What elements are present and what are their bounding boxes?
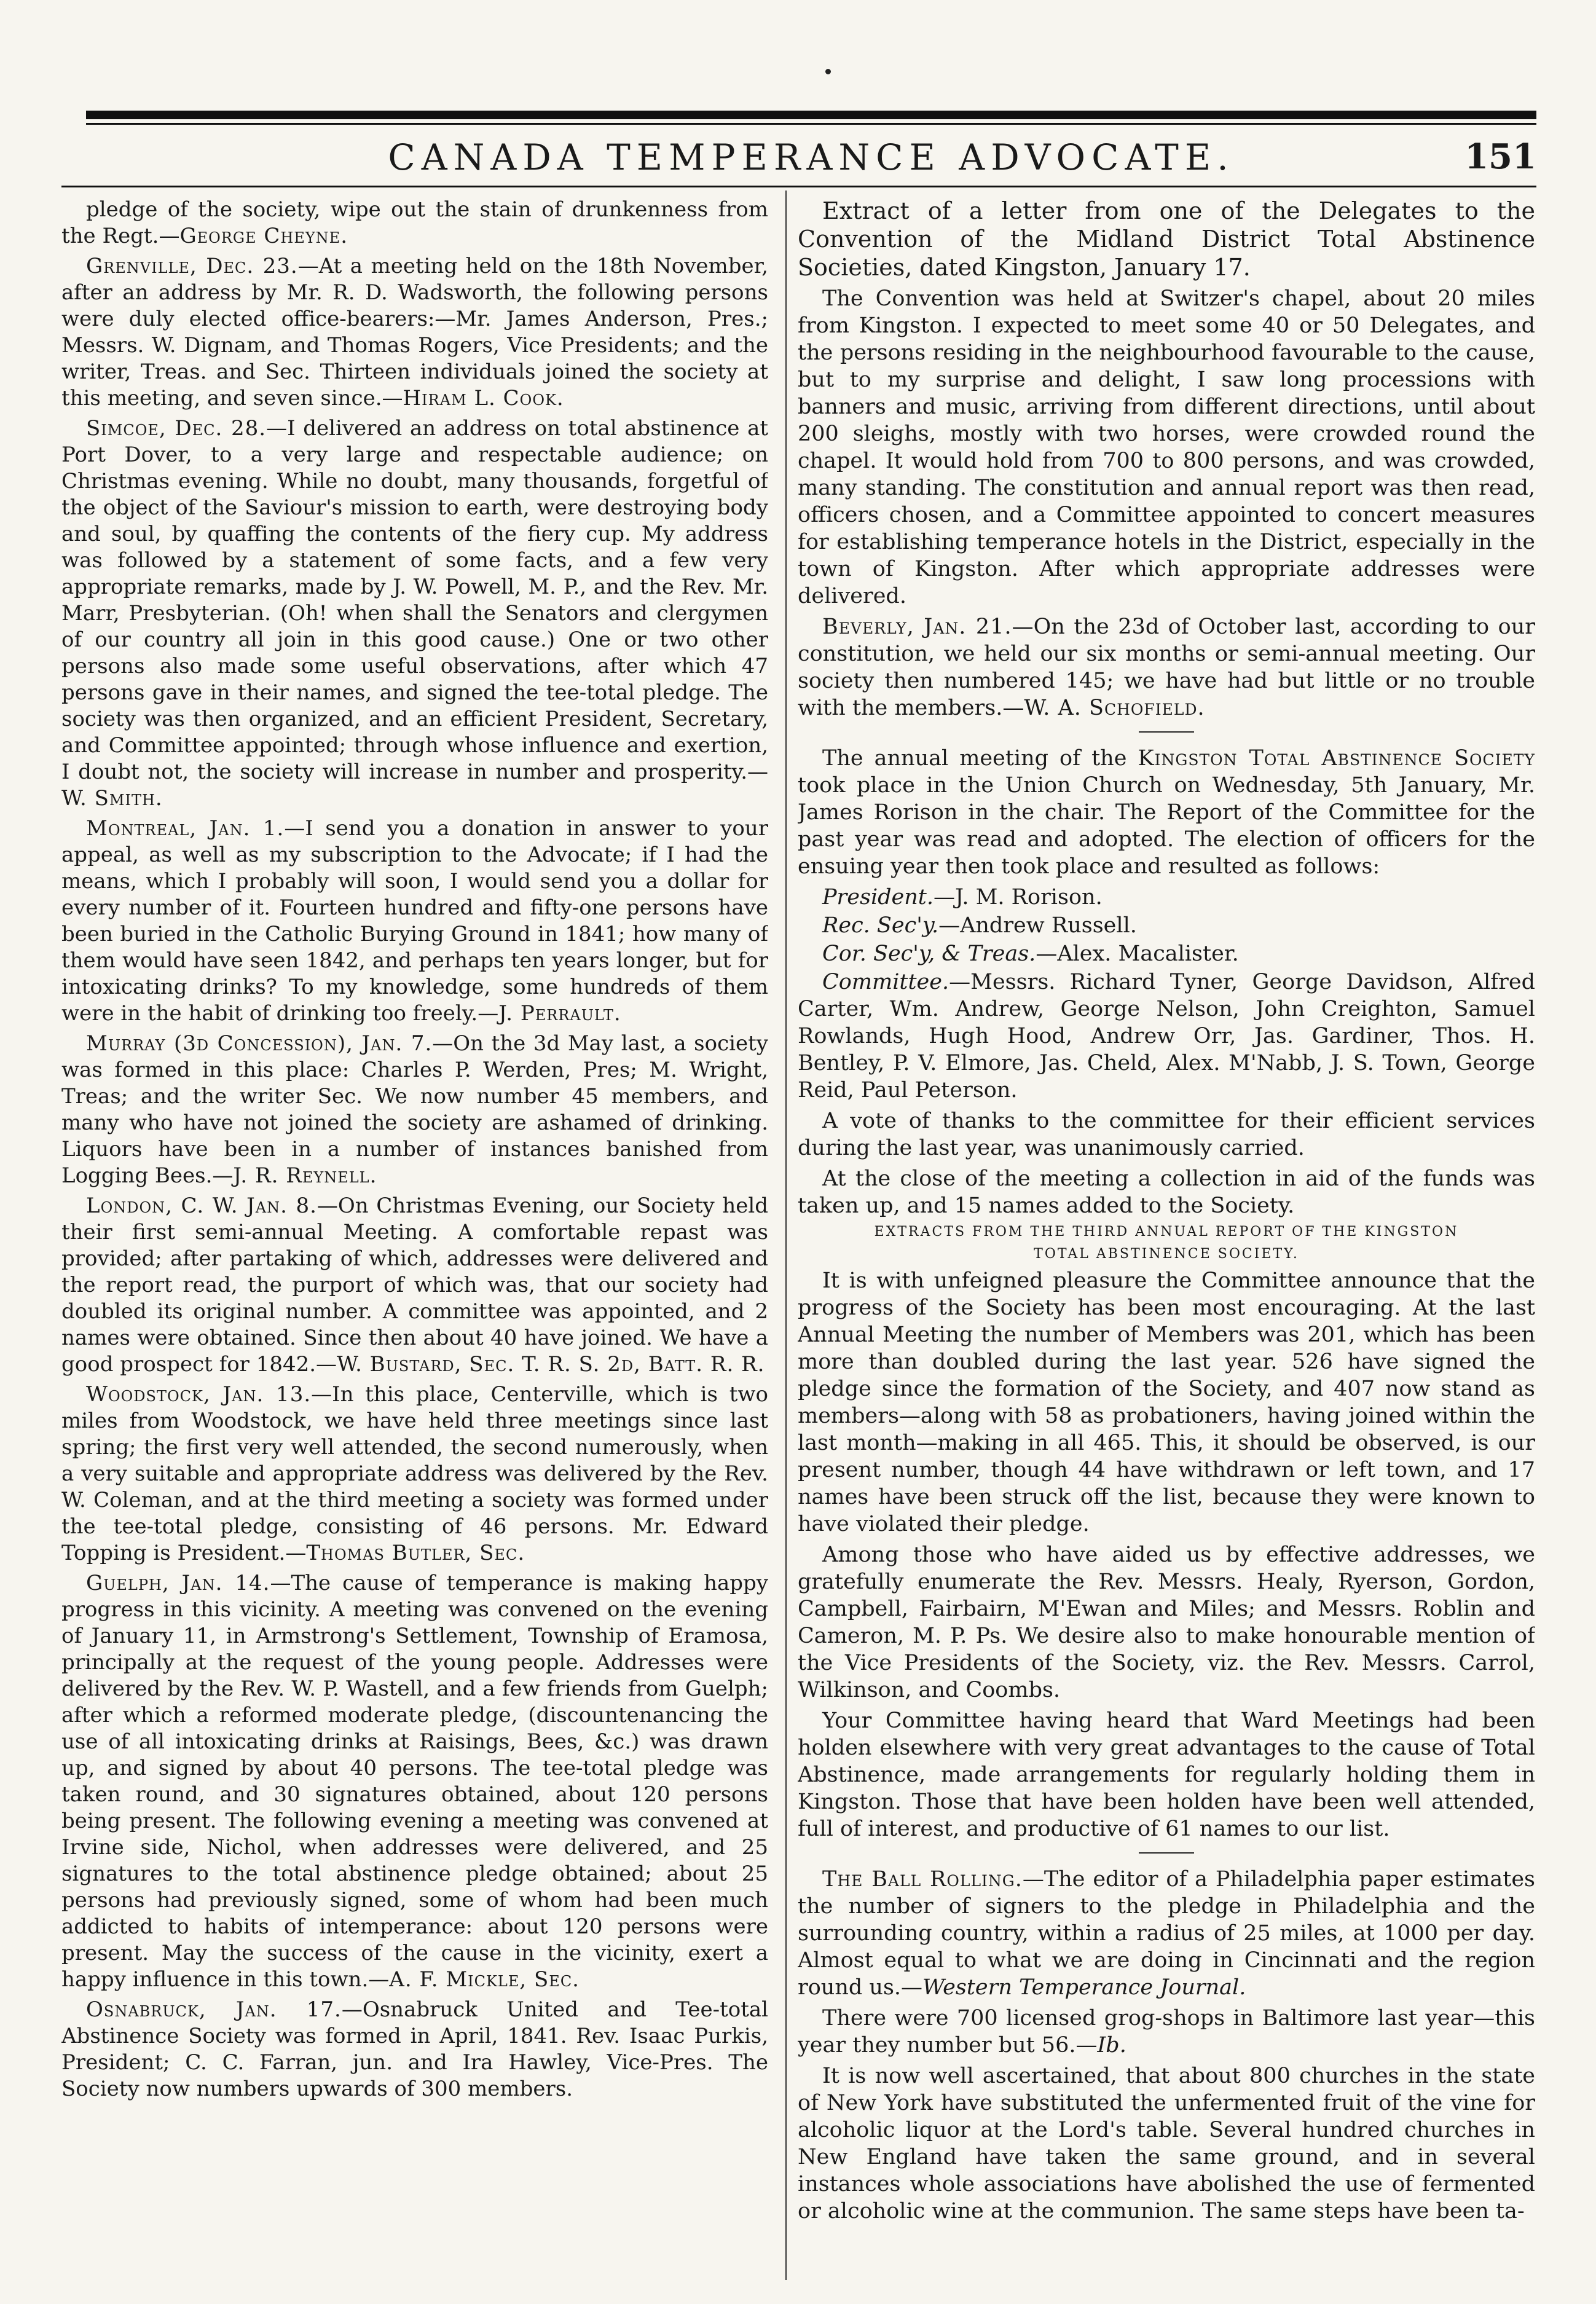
- report-montreal: Montreal, Jan. 1.—I send you a donation in answer to your appeal, as well as my subscription to the Advocate; if I had the means, which I probably will soon, I would send you a dollar for every number of it. Fourteen hundred and fifty-one persons have been buried in the Catholic Burying Ground in 1841; how many of them would have seen 1842, and perhaps ten years longer, but for intoxicating drinks? To my knowledge, some hundreds of them were in the habit of drinking too freely.—J. Perrault.: [61, 816, 768, 1026]
- report-cheyne: pledge of the society, wipe out the stain of drunkenness from the Regt.—George Cheyne.: [61, 197, 768, 248]
- officer-rec-sec: Rec. Sec'y.—Andrew Russell.: [822, 913, 1137, 938]
- report-ward-meetings: Your Committee having heard that Ward Meetings had been holden elsewhere with very great advantages to the cause of Total Abstinence, made arrangements for regularly holding them in Kingston. Those that have been holden have been well attended, full of interest, and productive of 61 names to our list.: [798, 1708, 1535, 1841]
- header-bottom-rule: [61, 186, 1536, 187]
- report-simcoe: Simcoe, Dec. 28.—I delivered an address on total abstinence at Port Dover, to a very large and respectable audience; on Christmas evening. While no doubt, many thousands, forgetful of the object of the Saviour's mission to earth, were destroying body and soul, by quaffing the contents of the fiery cup. My address was followed by a statement of some facts, and a few very appropriate remarks, made by J. W. Powell, M. P., and the Rev. Mr. Marr, Presbyterian. (Oh! when shall the Senators and clergymen of our country all join in this good cause.) One or two other persons also made some useful observations, after which 47 persons gave in their names, and signed the tee-total pledge. The society was then organized, and an efficient President, Secretary, and Committee appointed; through whose influence and exertion, I doubt not, the society will increase in number and prosperity.—W. Smith.: [61, 416, 768, 811]
- kingston-annual-meeting: The annual meeting of the Kingston Total Abstinence Society took place in the Union Church on Wednesday, 5th January, Mr. James Rorison in the chair. The Report of the Committee for the past year was read and adopted. The election of officers for the ensuing year then took place and resulted as follows:: [798, 746, 1535, 879]
- extracts-heading-2: TOTAL ABSTINENCE SOCIETY.: [1034, 1246, 1299, 1262]
- report-beverly: Beverly, Jan. 21.—On the 23d of October last, according to our constitution, we held our six months or semi-annual meeting. Our society then numbered 145; we have had but little or no trouble with the members.—W. A. Schofield.: [798, 615, 1535, 720]
- churches-wine: It is now well ascertained, that about 800 churches in the state of New York have substituted the unfermented fruit of the vine for alcoholic liquor at the Lord's table. Several hundred churches in New England have taken the same ground, and in several instances whole associations have abolished the use of fermented or alcoholic wine at the communion. The same steps have been ta-: [798, 2064, 1535, 2223]
- officer-cor-sec: Cor. Sec'y, & Treas.—Alex. Macalister.: [822, 942, 1239, 966]
- report-osnabruck: Osnabruck, Jan. 17.—Osnabruck United and Tee-total Abstinence Society was formed in April, 1841. Rev. Isaac Purkis, President; C. C. Farran, jun. and Ira Hawley, Vice-Pres. The Society now numbers upwards of 300 members.: [61, 1997, 768, 2101]
- section-rule: [1139, 731, 1194, 733]
- vote-of-thanks: A vote of thanks to the committee for their efficient services during the last year, was unanimously carried.: [798, 1109, 1535, 1160]
- report-murray: Murray (3d Concession), Jan. 7.—On the 3d May last, a society was formed in this place: Charles P. Werden, Pres; M. Wright, Treas; and the writer Sec. We now number 45 members, and many who have not joined the society are ashamed of drinking. Liquors have been in a number of instances banished from Logging Bees.—J. R. Reynell.: [61, 1031, 768, 1188]
- page-header: [86, 129, 1536, 184]
- report-progress: It is with unfeigned pleasure the Committee announce that the progress of the Society has been most encouraging. At the last Annual Meeting the number of Members was 201, which has been more than doubled during the last year. 526 have signed the pledge since the formation of the Society, and 407 now stand as members—along with 58 as probationers, having joined within the last month—making in all 465. This, it should be observed, is our present number, though 44 have withdrawn or left town, and 17 names have been struck off the list, because they were known to have violated their pledge.: [798, 1268, 1535, 1536]
- page-title: CANADA TEMPERANCE ADVOCATE.: [388, 136, 1235, 178]
- committee-list: Committee.—Messrs. Richard Tyner, George Davidson, Alfred Carter, Wm. Andrew, George Nelson, John Creighton, Samuel Rowlands, Hugh Hood, Andrew Orr, Jas. Gardiner, Thos. H. Bentley, P. V. Elmore, Jas. Cheld, Alex. M'Nabb, J. S. Town, George Reid, Paul Peterson.: [798, 970, 1535, 1103]
- left-column: [61, 197, 768, 2286]
- right-column: [798, 197, 1535, 2286]
- ball-rolling: The Ball Rolling.—The editor of a Philadelphia paper estimates the number of signers to the pledge in Philadelphia and the surrounding country, within a radius of 25 miles, at 1000 per day. Almost equal to what we are doing in Cincinnati and the region round us.—Western Temperance Journal.: [798, 1867, 1535, 2000]
- section-rule-2: [1139, 1852, 1194, 1854]
- extracts-heading-1: EXTRACTS FROM THE THIRD ANNUAL REPORT OF THE KINGSTON: [874, 1224, 1459, 1240]
- report-london: London, C. W. Jan. 8.—On Christmas Evening, our Society held their first semi-annual Meeting. A comfortable repast was provided; after partaking of which, addresses were delivered and the report read, the purport of which was, that our society had doubled its original number. A committee was appointed, and 2 names were obtained. Since then about 40 have joined. We have a good prospect for 1842.—W. Bustard, Sec. T. R. S. 2d, Batt. R. R.: [61, 1193, 768, 1377]
- print-speck: [825, 69, 831, 74]
- extract-intro: Extract of a letter from one of the Delegates to the Convention of the Midland District Total Abstinence Societies, dated Kingston, January 17.: [798, 197, 1535, 281]
- report-woodstock: Woodstock, Jan. 13.—In this place, Centerville, which is two miles from Woodstock, we have held three meetings since last spring; the first very well attended, the second numerously, when a very suitable and appropriate address was delivered by the Rev. W. Coleman, and at the third meeting a society was formed under the tee-total pledge, consisting of 46 persons. Mr. Edward Topping is President.—Thomas Butler, Sec.: [61, 1382, 768, 1565]
- header-thick-rule: [86, 111, 1536, 119]
- officer-president: President.—J. M. Rorison.: [822, 885, 1103, 910]
- report-grenville: Grenville, Dec. 23.—At a meeting held on the 18th November, after an address by Mr. R. D. Wadsworth, the following persons were duly elected office-bearers:—Mr. James Anderson, Pres.; Messrs. W. Dignam, and Thomas Rogers, Vice Presidents; and the writer, Treas. and Sec. Thirteen individuals joined the society at this meeting, and seven since.—Hiram L. Cook.: [61, 254, 768, 411]
- collection-note: At the close of the meeting a collection in aid of the funds was taken up, and 15 names added to the Society.: [798, 1166, 1535, 1218]
- header-thin-rule: [86, 123, 1536, 125]
- grog-shops: There were 700 licensed grog-shops in Baltimore last year—this year they number but 56.—Ib.: [798, 2006, 1535, 2058]
- convention-report: The Convention was held at Switzer's chapel, about 20 miles from Kingston. I expected to meet some 40 or 50 Delegates, and the persons residing in the neighbourhood favourable to the cause, but to my surprise and delight, I saw long processions with banners and music, arriving from different directions, until about 200 sleighs, mostly with two horses, were crowded round the chapel. It would hold from 700 to 800 persons, and was crowded, many standing. The constitution and annual report was then read, officers chosen, and a Committee appointed to concert measures for establishing temperance hotels in the District, especially in the town of Kingston. After which appropriate addresses were delivered.: [798, 286, 1535, 608]
- column-divider: [785, 191, 787, 2280]
- report-guelph: Guelph, Jan. 14.—The cause of temperance is making happy progress in this vicinity. A meeting was convened on the evening of January 11, in Armstrong's Settlement, Township of Eramosa, principally at the request of the young people. Addresses were delivered by the Rev. W. P. Wastell, and a few friends from Guelph; after which a reformed moderate pledge, (discountenancing the use of all intoxicating drinks at Raisings, Bees, &c.) was drawn up, and signed by about 40 persons. The tee-total pledge was taken round, and 30 signatures obtained, about 120 persons being present. The following evening a meeting was convened at Irvine side, Nichol, when addresses were delivered, and 25 signatures to the total abstinence pledge obtained; about 25 persons had previously signed, some of whom had been much addicted to habits of intemperance: about 120 persons were present. May the success of the cause in the vicinity, exert a happy influence in this town.—A. F. Mickle, Sec.: [61, 1571, 768, 1992]
- page-number: 151: [1464, 136, 1536, 177]
- report-speakers: Among those who have aided us by effective addresses, we gratefully enumerate the Rev. Messrs. Healy, Ryerson, Gordon, Campbell, Fairbairn, M'Ewan and Miles; and Messrs. Roblin and Cameron, M. P. Ps. We desire also to make honourable mention of the Vice Presidents of the Society, viz. the Rev. Messrs. Carrol, Wilkinson, and Coombs.: [798, 1543, 1535, 1702]
